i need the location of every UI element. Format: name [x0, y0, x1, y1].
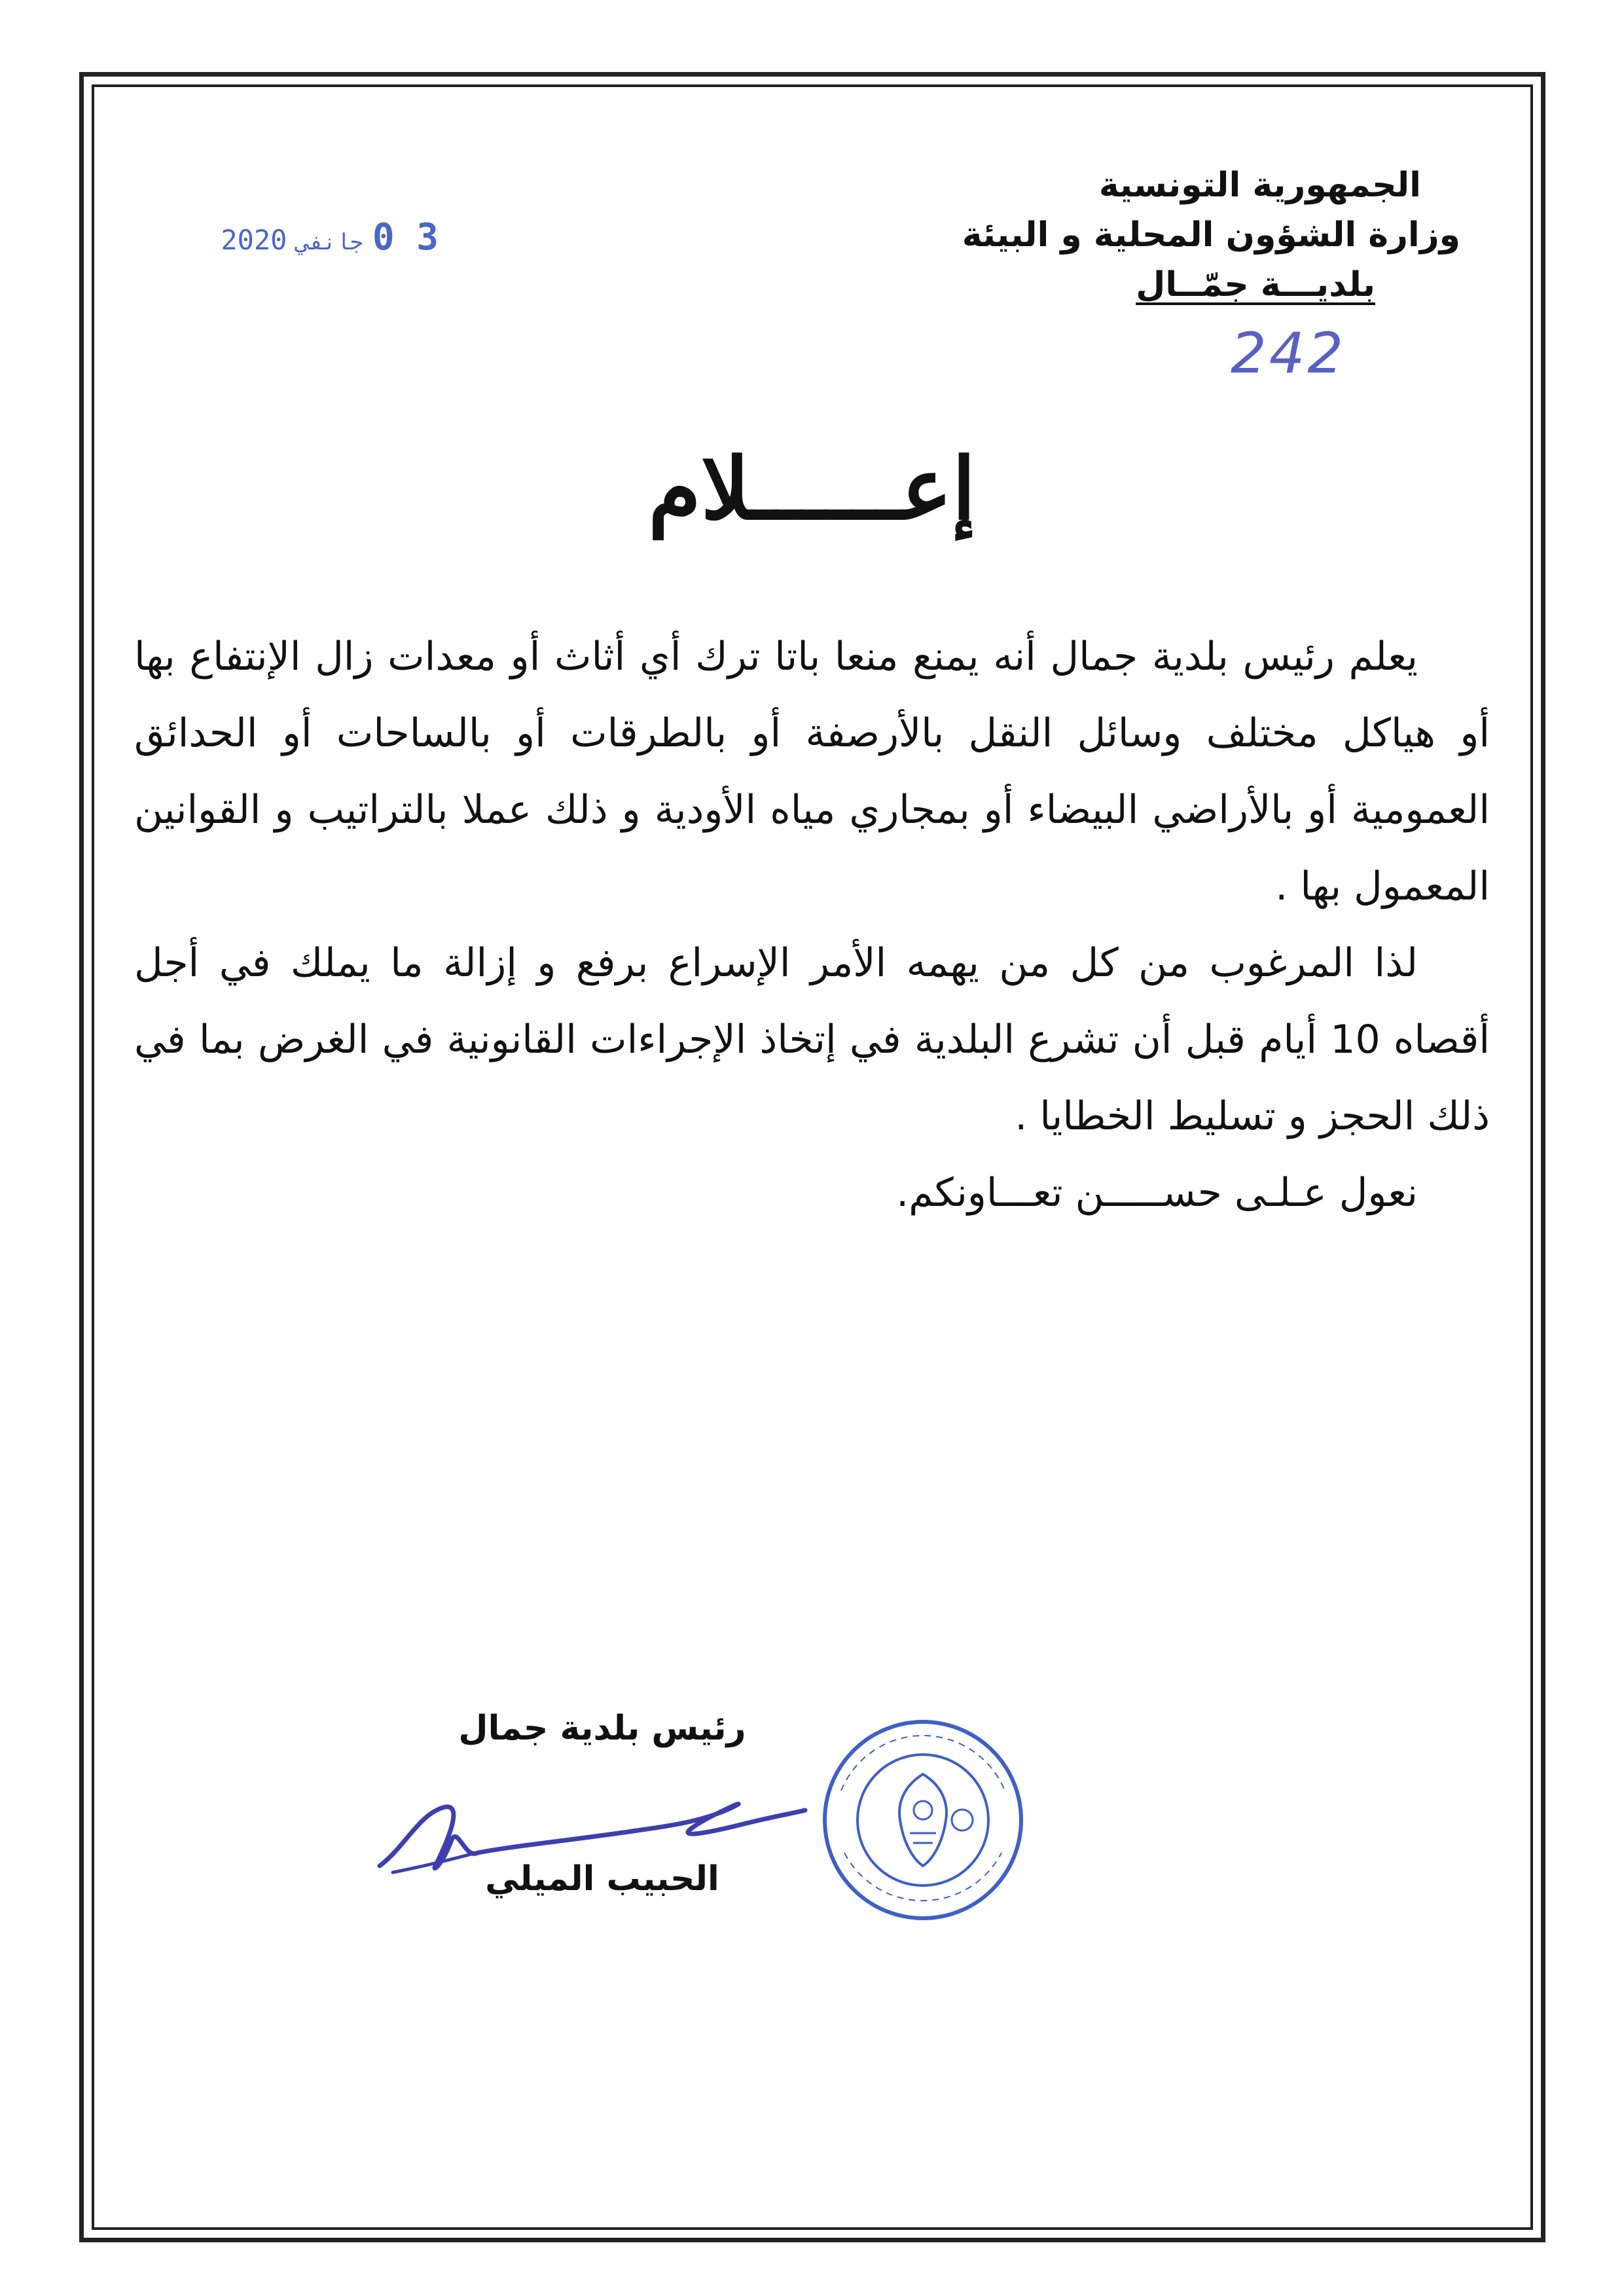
letterhead [871, 160, 1460, 310]
date-year: 2020 [221, 224, 287, 256]
paragraph-removal-request: لذا المرغوب من كل من يهمه الأمر الإسراع برفع و إزالة ما يملك في أجل أقصاه 10 أيام قبل أن تشرع البلدية في إتخاذ الإجراءات القانونية في الغرض بما في ذلك الحجز و تسليط الخطايا . [134, 940, 1490, 1139]
date-month: جانفي [296, 229, 363, 255]
official-seal-icon [815, 1712, 1031, 1928]
notice-body [134, 619, 1490, 1231]
signatory-name: الحبيب الميلي [485, 1859, 719, 1899]
date-day: 3 0 [372, 216, 439, 259]
paragraph-prohibition: يعلم رئيس بلدية جمال أنه يمنع منعا باتا ترك أي أثاث أو معدات زال الإنتفاع بها أو هياكل مختلف وسائل النقل بالأرصفة أو بالطرقات أو بالساحات أو الحدائق العمومية أو بالأراضي البيضاء أو بمجاري مياه الأودية و ذلك عملا بالتراتيب و القوانين المعمول بها . [134, 634, 1490, 909]
handwritten-signature [367, 1768, 825, 1899]
ministry-name: وزارة الشؤون المحلية و البيئة [962, 215, 1460, 255]
handwritten-reference-number: 242 [1231, 321, 1346, 386]
closing-line: نعول عـلـى حســـــن تعـــاونكم. [896, 1170, 1418, 1216]
signatory-title: رئيس بلدية جمال [458, 1709, 746, 1748]
date-stamp [216, 216, 439, 259]
municipality-name: بلديـــة جمّــال [1136, 265, 1375, 304]
republic-name: الجمهورية التونسية [1098, 166, 1421, 205]
document-title: إعــــــلام [648, 439, 976, 539]
